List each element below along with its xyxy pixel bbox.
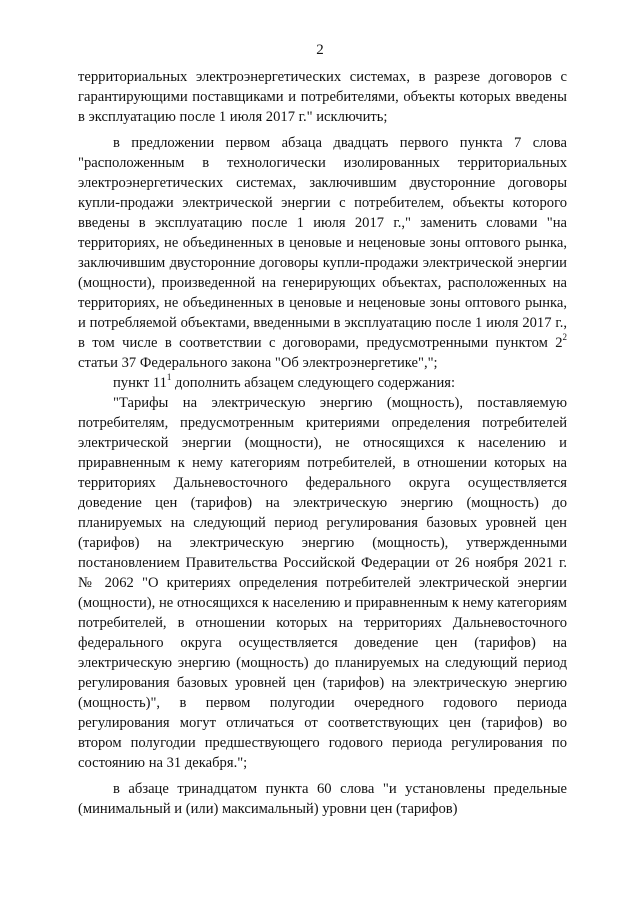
paragraph-text: дополнить абзацем следующего содержания:	[171, 375, 456, 391]
superscript: 2	[562, 332, 567, 343]
paragraph-continuation: территориальных электроэнергетических системах, в разрезе договоров с гарантирующими поставщиками и потребителями, объекты которых введены в эксплуатацию после 1 июля 2017 г." исключить;	[78, 69, 567, 125]
paragraph-quoted-tariffs: "Тарифы на электрическую энергию (мощность), поставляемую потребителям, предусмотренным критериями определения потребителей электрической энергии (мощности), не относящихся к населению и приравненным к нему категориям потребителей, в отношении которых на территориях Дальневосточного федерального округа осуществляется доведение цен (тарифов) на электрическую энергию (мощность) до планируемых на следующий период регулирования базовых уровней цен (тарифов) на электрическую энергию (мощность), утвержденными постановлением Правительства Российской Федерации от 26 ноября 2021 г. № 2062 "О критериях определения потребителей электрической энергии (мощности), не относящихся к населению и приравненным к нему категориям потребителей, в отношении которых на территориях Дальневосточного федерального округа осуществляется доведение цен (тарифов) на электрическую энергию (мощность) до планируемых на следующий период регулирования базовых уровней цен (тарифов) на электрическую энергию (мощность)", в первом полугодии очередного годового периода регулирования могут отличаться от соответствующих цен (тарифов) во втором полугодии предшествующего годового периода регулирования по состоянию на 31 декабря.";	[78, 395, 567, 771]
paragraph-amendment-point-7	[78, 133, 567, 373]
document-body	[78, 67, 567, 819]
paragraph-text: в предложении первом абзаца двадцать первого пункта 7 слова "расположенным в технологически изолированных территориальных электроэнергетических системах, заключившим двусторонние договоры купли-продажи электрической энергии с потребителем, объекты которого введены в эксплуатацию после 1 июля 2017 г.," заменить словами "на территориях, не объединенных в ценовые и неценовые зоны оптового рынка, заключившим двусторонние договоры купли-продажи электрической энергии (мощности), произведенной на генерирующих объектах, расположенных на территориях, не объединенных в ценовые и неценовые зоны оптового рынка, и потребляемой объектами, введенными в эксплуатацию после 1 июля 2017 г., в том числе в соответствии с договорами, предусмотренными пунктом 2	[78, 135, 567, 351]
page-number: 2	[316, 42, 324, 58]
paragraph-amendment-point-60: в абзаце тринадцатом пункта 60 слова "и установлены предельные (минимальный и (или) максимальный) уровни цен (тарифов)	[78, 781, 567, 817]
paragraph-text: пункт 11	[113, 375, 167, 391]
paragraph-text: статьи 37 Федерального закона "Об электроэнергетике",";	[78, 355, 438, 371]
paragraph-amendment-point-11-1	[78, 373, 567, 393]
superscript: 1	[166, 372, 172, 383]
